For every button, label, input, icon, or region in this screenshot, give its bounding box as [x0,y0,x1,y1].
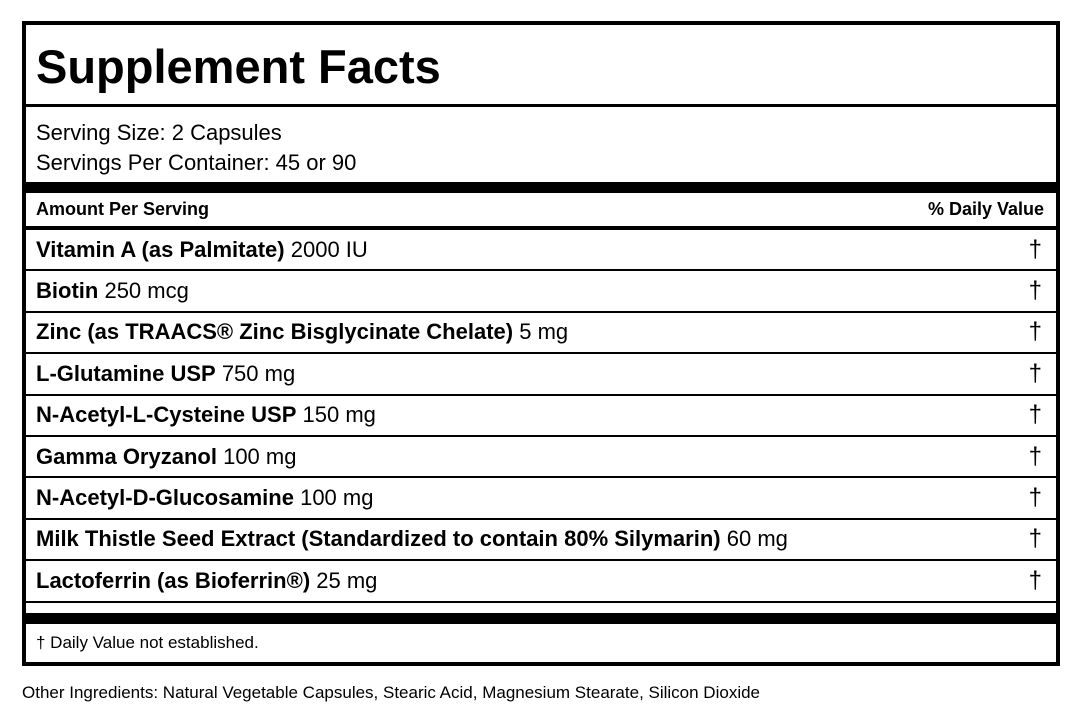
nutrient-amount: 60 mg [726,526,788,552]
nutrient-name: Vitamin A (as Palmitate) [36,236,285,262]
nutrient-text [36,444,296,470]
daily-value-mark: † [1028,525,1042,553]
amount-per-serving-header: Amount Per Serving [36,199,210,219]
daily-value-mark: † [1028,566,1042,594]
nutrient-row [26,313,1056,354]
spacer [26,603,1056,613]
nutrient-row [26,437,1056,478]
serving-size: Serving Size: 2 Capsules [36,120,282,145]
nutrient-amount: 5 mg [519,319,569,345]
daily-value-header: % Daily Value [927,199,1044,219]
nutrient-amount: 250 mcg [104,278,189,304]
servings-per-container: Servings Per Container: 45 or 90 [36,150,357,175]
daily-value-mark: † [1028,277,1042,305]
daily-value-mark: † [1028,484,1042,512]
daily-value-mark: † [1028,359,1042,387]
nutrient-name: Lactoferrin (as Bioferrin®) [36,567,311,593]
nutrient-amount: 100 mg [300,485,374,511]
daily-value-mark: † [1028,235,1042,263]
nutrient-row [26,271,1056,312]
nutrient-row [26,354,1056,395]
daily-value-mark: † [1028,442,1042,470]
nutrient-list [26,230,1056,603]
nutrient-name: Milk Thistle Seed Extract (Standardized to contain 80% Silymarin) [36,526,721,552]
daily-value-mark: † [1028,318,1042,346]
nutrient-row [26,561,1056,602]
panel-title: Supplement Facts [36,40,441,93]
nutrient-amount: 100 mg [223,443,297,469]
column-header-row [26,193,1056,230]
nutrient-row [26,396,1056,437]
daily-value-mark: † [1028,401,1042,429]
divider-bar [26,613,1056,624]
nutrient-text [36,361,295,387]
nutrient-text [36,402,376,428]
nutrient-row [26,478,1056,519]
nutrient-text [36,278,189,304]
other-ingredients: Other Ingredients: Natural Vegetable Capsules, Stearic Acid, Magnesium Stearate, Silicon Dioxide [22,683,761,702]
title-row [26,25,1056,107]
nutrient-name: Gamma Oryzanol [36,443,217,469]
nutrient-text [36,568,377,594]
serving-info [26,107,1056,193]
nutrient-text [36,526,788,552]
nutrient-name: Zinc (as TRAACS® Zinc Bisglycinate Chelate) [36,319,514,345]
nutrient-amount: 750 mg [221,360,296,386]
footnote: † Daily Value not established. [36,632,259,652]
nutrient-amount: 2000 IU [290,236,368,262]
nutrient-name: N-Acetyl-L-Cysteine USP [36,402,297,428]
nutrient-row [26,520,1056,561]
nutrient-amount: 150 mg [302,402,376,428]
nutrient-text [36,237,368,263]
nutrient-text [36,319,568,345]
nutrient-name: Biotin [36,278,99,304]
nutrient-name: L-Glutamine USP [36,360,216,386]
nutrient-row [26,230,1056,271]
nutrient-name: N-Acetyl-D-Glucosamine [36,485,294,511]
supplement-facts-panel [22,21,1060,666]
nutrient-amount: 25 mg [316,567,378,593]
nutrient-text [36,485,373,511]
